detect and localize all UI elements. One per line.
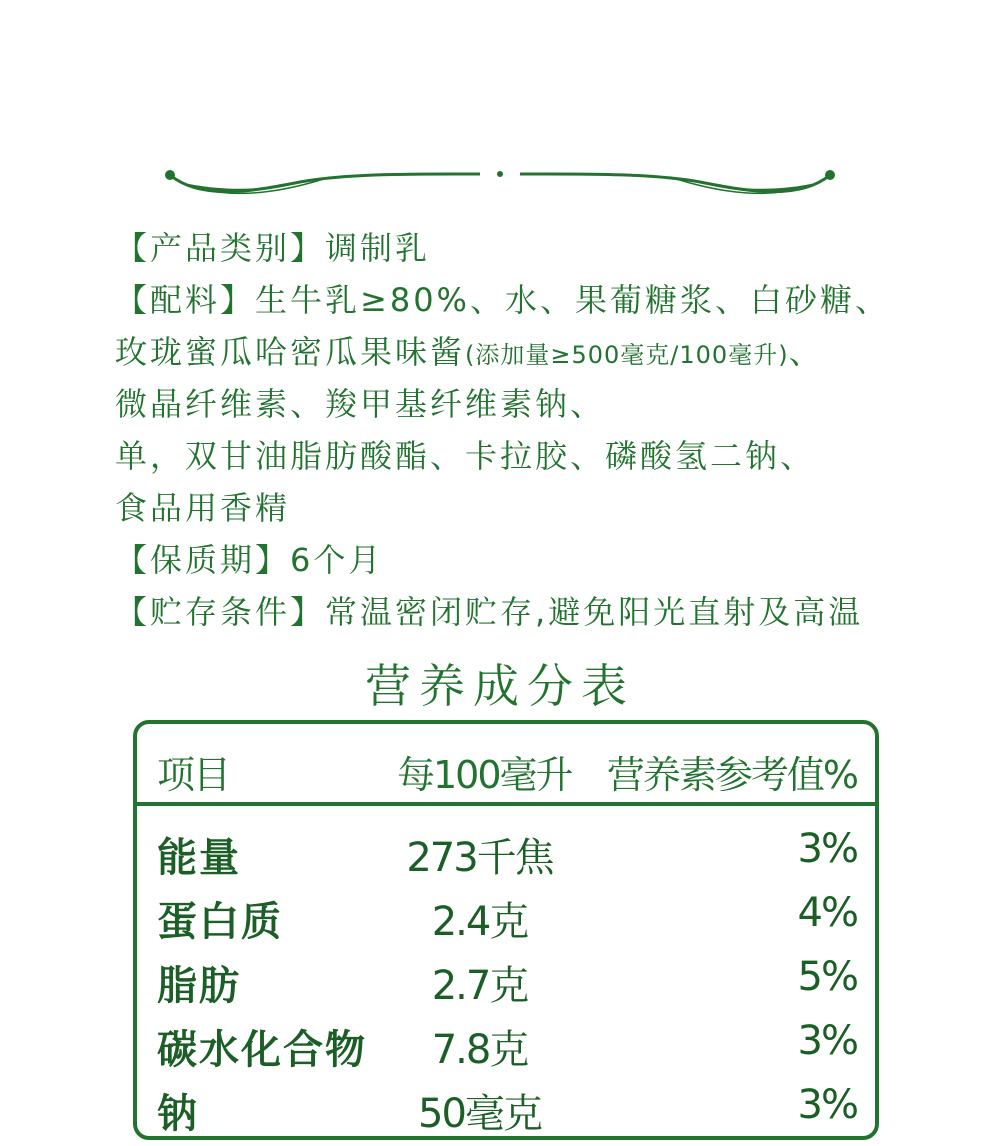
row-item: 脂肪 [157,963,241,1009]
header-per-100ml: 每100毫升 [397,753,572,797]
info-text: 单，双甘油脂肪酸酯、卡拉胶、磷酸氢二钠、 [115,437,816,475]
product-info [115,222,975,638]
nutrition-table [133,720,879,1140]
row-nrv: 4% [797,890,857,936]
decorative-divider [160,160,840,205]
info-note: (添加量≥500毫克/100毫升) [465,341,789,369]
row-amount: 2.4克 [431,899,528,945]
info-text: 微晶纤维素、羧甲基纤维素钠、 [115,385,606,423]
table-row [137,826,875,890]
info-text: 常温密闭贮存,避免阳光直射及高温 [325,593,864,631]
header-item: 项目 [157,753,230,797]
info-ingredients-cont [115,482,975,534]
row-item: 蛋白质 [157,899,283,945]
row-amount: 2.7克 [431,963,528,1009]
info-label: 【配料】 [115,281,256,319]
info-text: 生牛乳≥80%、水、果葡糖浆、白砂糖、 [255,281,890,319]
info-text: 调制乳 [325,229,431,267]
row-amount: 7.8克 [431,1027,528,1073]
row-nrv: 3% [797,1082,857,1128]
info-ingredients-cont [115,430,975,482]
info-text: 食品用香精 [115,489,291,527]
info-label: 【贮存条件】 [115,593,326,631]
info-storage [115,586,975,638]
row-nrv: 3% [797,826,857,872]
info-text: 6个月 [290,541,384,579]
table-row [137,1082,875,1146]
row-nrv: 5% [797,954,857,1000]
row-item: 能量 [157,835,241,881]
info-label: 【产品类别】 [115,229,326,267]
info-ingredients [115,274,975,326]
row-amount: 273千焦 [406,835,553,881]
nutrition-table-title: 营养成分表 [365,659,635,713]
row-amount: 50毫克 [418,1091,541,1137]
info-label: 【保质期】 [115,541,291,579]
table-row [137,954,875,1018]
info-text-after: 、 [788,333,824,371]
info-category [115,222,975,274]
table-row [137,890,875,954]
row-nrv: 3% [797,1018,857,1064]
info-shelf-life [115,534,975,586]
table-row [137,1018,875,1082]
info-ingredients-cont [115,326,975,378]
row-item: 钠 [157,1091,199,1137]
table-header [137,724,875,806]
header-nrv: 营养素参考值% [606,753,857,797]
info-text: 玫珑蜜瓜哈密瓜果味酱 [115,333,466,371]
info-ingredients-cont [115,378,975,430]
row-item: 碳水化合物 [157,1027,367,1073]
